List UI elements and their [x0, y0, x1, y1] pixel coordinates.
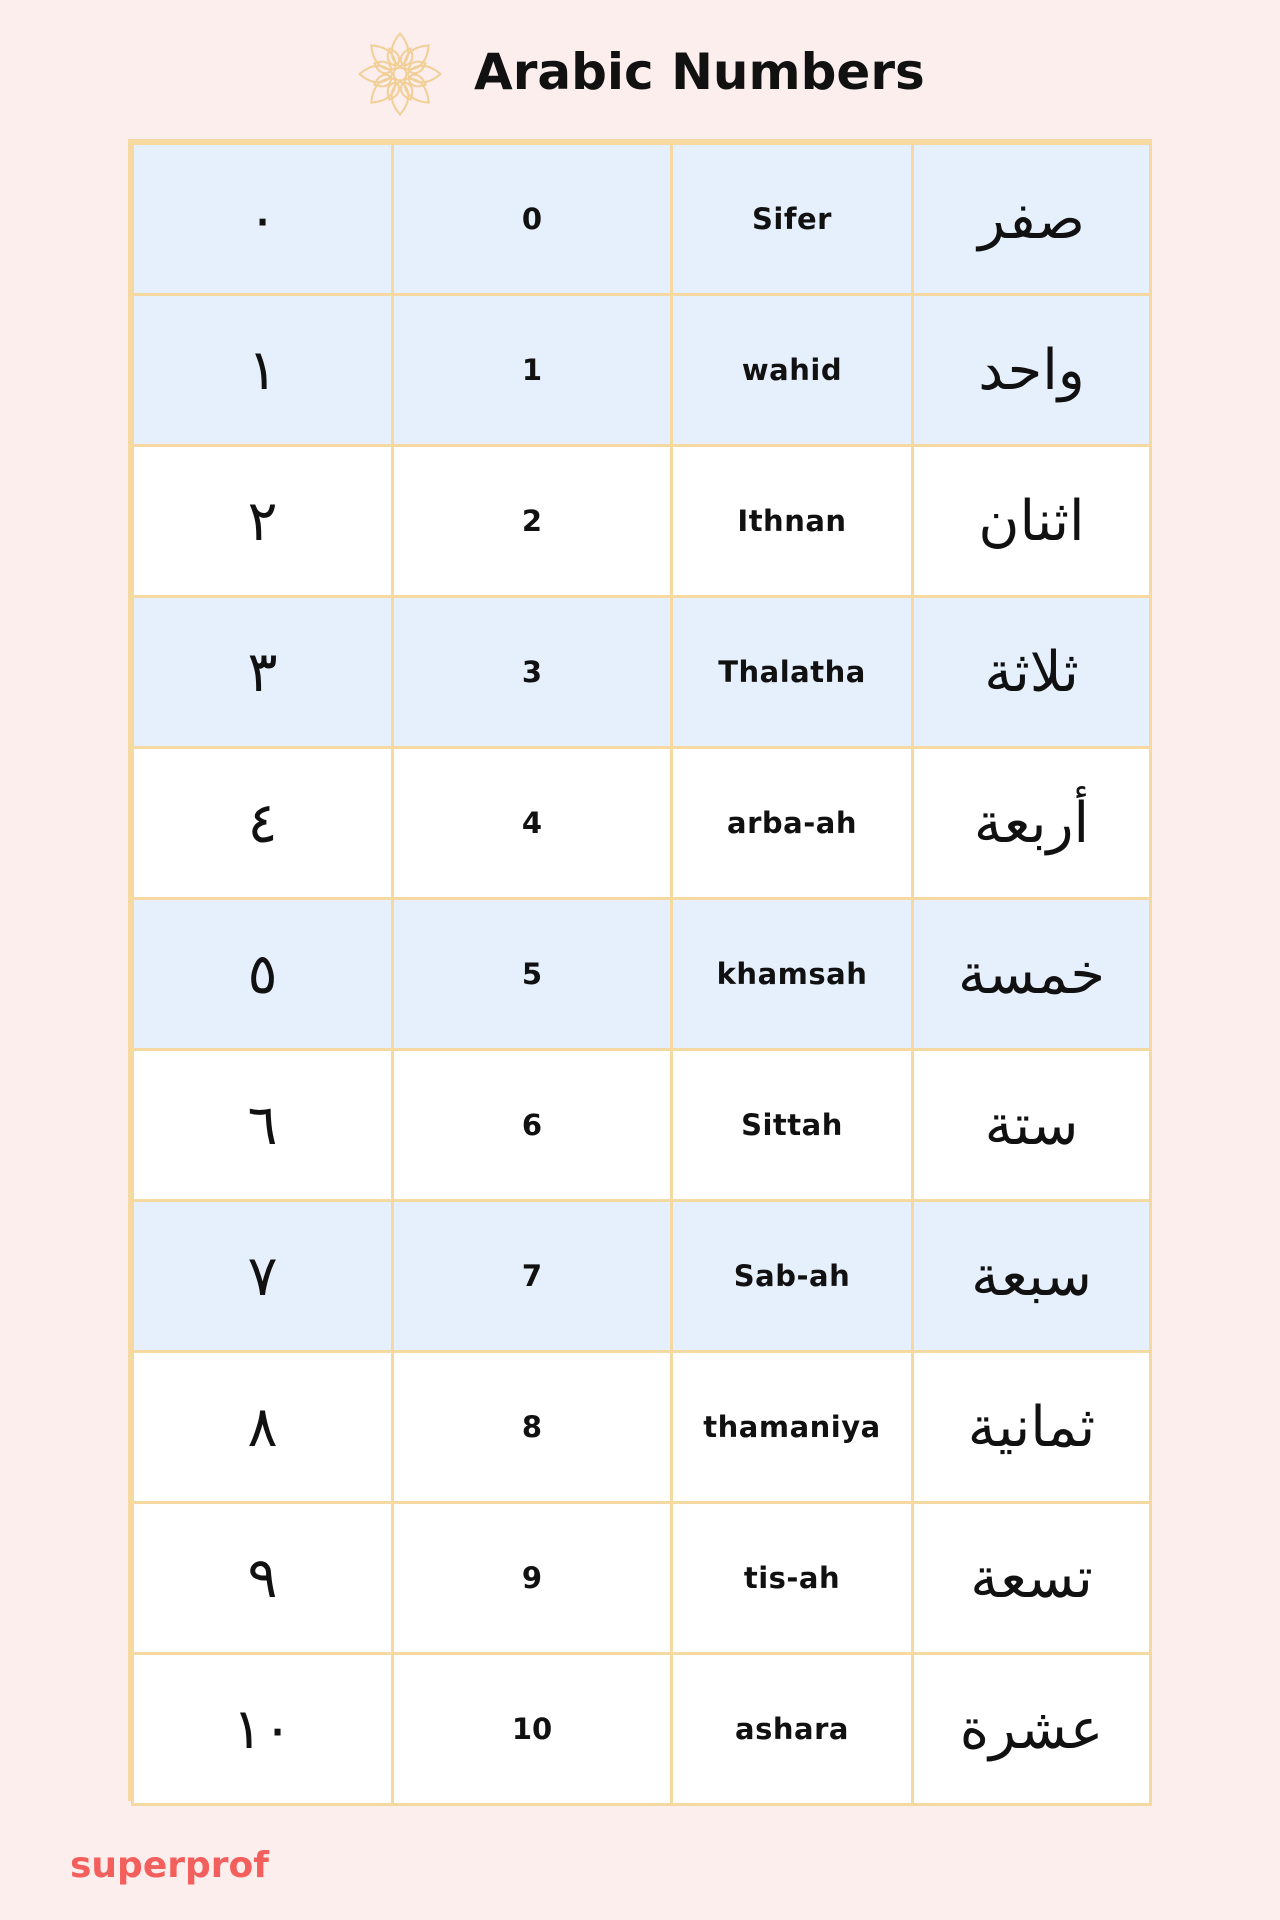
arabic-word-cell — [913, 1352, 1151, 1503]
arabic-digit-cell — [133, 295, 393, 446]
number-text: 5 — [521, 957, 543, 991]
arabic-word-text: اثنان — [978, 488, 1085, 554]
arabic-word-cell — [913, 748, 1151, 899]
number-text: 10 — [511, 1712, 553, 1746]
number-cell — [393, 1050, 672, 1201]
transliteration-cell — [672, 899, 913, 1050]
arabic-word-cell — [913, 1050, 1151, 1201]
brand-logo-text: superprof — [70, 1845, 269, 1886]
arabic-digit-text: ٧ — [247, 1243, 278, 1309]
arabic-digit-text: ٨ — [247, 1394, 278, 1460]
transliteration-cell — [672, 1201, 913, 1352]
arabic-word-cell — [913, 899, 1151, 1050]
arabic-digit-text: ٩ — [247, 1545, 278, 1611]
table-row — [133, 1503, 1151, 1654]
number-cell — [393, 1352, 672, 1503]
transliteration-text: arba-ah — [727, 806, 857, 840]
number-text: 8 — [521, 1410, 543, 1444]
number-text: 9 — [521, 1561, 543, 1595]
number-text: 3 — [521, 655, 543, 689]
arabic-digit-text: ٣ — [247, 639, 278, 705]
number-text: 7 — [521, 1259, 543, 1293]
arabic-digit-text: ٤ — [247, 790, 278, 856]
number-text: 4 — [521, 806, 543, 840]
arabic-digit-text: ١٠ — [232, 1696, 293, 1762]
number-cell — [393, 748, 672, 899]
number-cell — [393, 1654, 672, 1805]
table-row — [133, 144, 1151, 295]
table-body — [133, 144, 1151, 1805]
arabic-word-text: سبعة — [971, 1243, 1092, 1309]
arabic-digit-cell — [133, 1352, 393, 1503]
arabic-digit-text: ٠ — [247, 186, 278, 252]
number-cell — [393, 1201, 672, 1352]
arabic-word-text: صفر — [978, 186, 1085, 252]
transliteration-cell — [672, 1654, 913, 1805]
table-row — [133, 597, 1151, 748]
arabic-digit-cell — [133, 899, 393, 1050]
transliteration-text: Sittah — [741, 1108, 843, 1142]
arabic-word-cell — [913, 446, 1151, 597]
table-row — [133, 1050, 1151, 1201]
arabic-digit-text: ٥ — [247, 941, 278, 1007]
transliteration-text: Ithnan — [737, 504, 847, 538]
number-text: 1 — [521, 353, 543, 387]
transliteration-cell — [672, 1050, 913, 1201]
number-text: 6 — [521, 1108, 543, 1142]
arabic-word-cell — [913, 1503, 1151, 1654]
table-row — [133, 1352, 1151, 1503]
number-text: 0 — [521, 202, 543, 236]
transliteration-cell — [672, 446, 913, 597]
transliteration-cell — [672, 748, 913, 899]
table-row — [133, 1201, 1151, 1352]
transliteration-cell — [672, 597, 913, 748]
header — [0, 28, 1280, 118]
numbers-table — [128, 139, 1152, 1801]
arabic-word-cell — [913, 1654, 1151, 1805]
arabic-digit-cell — [133, 144, 393, 295]
number-cell — [393, 597, 672, 748]
transliteration-text: tis-ah — [743, 1561, 841, 1595]
mandala-flower-icon — [354, 28, 446, 120]
arabic-digit-cell — [133, 1201, 393, 1352]
arabic-word-cell — [913, 144, 1151, 295]
arabic-digit-text: ١ — [247, 337, 278, 403]
transliteration-cell — [672, 1352, 913, 1503]
number-cell — [393, 446, 672, 597]
arabic-word-text: أربعة — [973, 790, 1090, 856]
arabic-digit-text: ٢ — [247, 488, 278, 554]
table-row — [133, 446, 1151, 597]
transliteration-cell — [672, 1503, 913, 1654]
transliteration-text: ashara — [735, 1712, 849, 1746]
number-cell — [393, 1503, 672, 1654]
arabic-word-text: عشرة — [959, 1696, 1104, 1762]
arabic-word-cell — [913, 295, 1151, 446]
arabic-word-text: تسعة — [970, 1545, 1093, 1611]
arabic-digit-cell — [133, 1050, 393, 1201]
arabic-digit-cell — [133, 1654, 393, 1805]
arabic-word-text: خمسة — [958, 941, 1105, 1007]
transliteration-text: Sab-ah — [733, 1259, 851, 1293]
arabic-digit-cell — [133, 597, 393, 748]
arabic-digit-cell — [133, 446, 393, 597]
transliteration-cell — [672, 144, 913, 295]
table-row — [133, 1654, 1151, 1805]
transliteration-text: Sifer — [752, 202, 832, 236]
number-cell — [393, 899, 672, 1050]
transliteration-text: Thalatha — [718, 655, 866, 689]
transliteration-text: wahid — [741, 353, 843, 387]
table-row — [133, 899, 1151, 1050]
transliteration-text: thamaniya — [703, 1410, 881, 1444]
arabic-word-cell — [913, 597, 1151, 748]
arabic-word-text: ثلاثة — [984, 639, 1079, 705]
arabic-word-cell — [913, 1201, 1151, 1352]
arabic-word-text: ستة — [984, 1092, 1079, 1158]
table-row — [133, 295, 1151, 446]
number-cell — [393, 295, 672, 446]
arabic-digit-cell — [133, 748, 393, 899]
transliteration-cell — [672, 295, 913, 446]
arabic-word-text: واحد — [978, 337, 1085, 403]
number-text: 2 — [521, 504, 543, 538]
arabic-digit-text: ٦ — [247, 1092, 278, 1158]
arabic-word-text: ثمانية — [967, 1394, 1096, 1460]
table-row — [133, 748, 1151, 899]
transliteration-text: khamsah — [716, 957, 868, 991]
arabic-digit-cell — [133, 1503, 393, 1654]
number-cell — [393, 144, 672, 295]
page-title: Arabic Numbers — [474, 43, 925, 101]
